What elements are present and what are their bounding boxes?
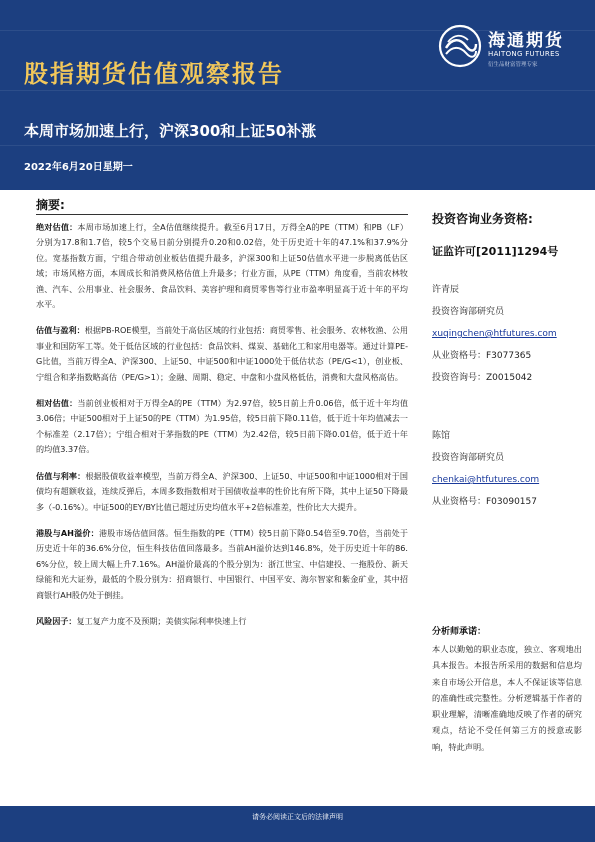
promise-text: 本人以勤勉的职业态度，独立、客观地出具本报告。本报告所采用的数据和信息均来自市场公开信息，本人不保证该等信息的准确性或完整性。分析逻辑基于作者的职业理解，清晰准确地反映了作者的研究观点，结论不受任何第三方的授意或影响，特此声明。 [432,644,582,752]
analyst-email-link[interactable]: chenkai@htfutures.com [432,475,540,485]
report-title: 股指期货估值观察报告 [24,60,284,88]
report-subtitle: 本周市场加速上行，沪深300和上证50补涨 [24,122,317,140]
summary-paragraph-hk-ah-premium [36,526,408,603]
summary-divider [36,214,408,215]
report-date: 2022年6月20日星期一 [24,162,133,173]
qualification-title: 投资咨询业务资格: [432,212,533,226]
paragraph-label: 估值与盈利： [36,325,85,336]
analyst-name: 陈馆 [432,431,451,441]
paragraph-label: 估值与利率： [36,470,86,481]
header-banner [0,0,595,190]
analyst-license-number: 从业资格号：F03090157 [432,497,537,507]
paragraph-text: 当前创业板相对于万得全A的PE（TTM）为2.97倍，较5日前上升0.06倍，低于近十年均值3.06倍；中证500相对于上证50的PE（TTM）为1.95倍，较5日前下降0.11倍，低于近十年均值减去一个标准差（2.17倍）；宁组合相对于茅指数的PE（TTM）为2.42倍，较5日前下降0.01倍，低于近十年的均值3.37倍。 [36,398,408,455]
paragraph-text: 本周市场加速上行，全A估值继续提升。截至6月17日，万得全A的PE（TTM）和PB（LF）分别为17.8和1.7倍，较5个交易日前分别提升0.20和0.02倍，处于历史近十年的47.1%和37.9%分位。宽基指数方面，宁组合带动创业板估值提升最多，沪深300和上证50估值水平进一步脱离低估区域；市场风格方面，本周成长和消费风格估值上升最多；行业方面，从PE（TTM）角度看，当前农林牧渔、汽车、公用事业、社会服务、食品饮料、美容护理和商贸零售等行业市盈率明显高于近十年的平均水平。 [36,222,408,310]
summary-paragraph-relative-valuation [36,396,408,458]
summary-paragraph-valuation-rates [36,469,408,515]
paragraph-text: 根据PB-ROE模型，当前处于高估区域的行业包括：商贸零售、社会服务、农林牧渔、公用事业和国防军工等。处于低估区域的行业包括：食品饮料、煤炭、基础化工和家用电器等。通过计算PE-G比值，当前万得全A、沪深300、上证50、中证500和中证1000处于低估状态（PE/G<1），创业板、宁组合和茅指数略高估（PE/G>1）；金融、周期、稳定、中盘和小盘风格低估，消费和大盘风格高估。 [36,325,408,382]
analyst-card-1 [432,279,582,389]
qualification-license: 证监许可[2011]1294号 [432,245,559,258]
analyst-promise [432,624,582,755]
company-logo [432,18,584,74]
promise-title: 分析师承诺： [432,627,487,637]
paragraph-label: 绝对估值： [36,222,78,232]
footer-bar [0,806,595,842]
logo-english-name: HAITONG FUTURES [488,50,560,58]
paragraph-label: 相对估值： [36,398,78,409]
analyst-name: 许青辰 [432,285,460,295]
banner-texture [0,90,595,91]
paragraph-text: 港股市场估值回落。恒生指数的PE（TTM）较5日前下降0.54倍至9.70倍，当前处于历史近十年的36.6%分位，恒生科技估值回落最多。当前AH溢价达到146.8%，处于历史近十年的86.6%分位，较上周大幅上升7.16%。AH溢价最高的个股分别为：浙江世宝、中信建投、一拖股份、新天绿能和光大证券，最低的个股分别为：招商银行、中国银行、中国平安、海尔智家和紫金矿业，其中招商银行AH股仍处于倒挂。 [36,527,408,600]
analyst-consult-number: 投资咨询号：Z0015042 [432,373,533,383]
paragraph-label: 风险因子： [36,615,77,626]
sidebar-column [432,196,582,513]
paragraph-text: 复工复产力度不及预期；美债实际利率快速上行 [76,615,247,626]
analyst-spacer [432,389,582,417]
banner-texture [0,145,595,146]
analyst-email-link[interactable]: xuqingchen@htfutures.com [432,329,557,339]
footer-legal-notice: 请务必阅读正文后的法律声明 [252,813,343,821]
analyst-role: 投资咨询部研究员 [432,307,505,317]
summary-paragraph-valuation-profit [36,323,408,385]
analyst-license-number: 从业资格号：F3077365 [432,351,532,361]
paragraph-label: 港股与AH溢价： [36,527,99,538]
analyst-card-2 [432,425,582,513]
haitong-logo-icon [438,24,482,68]
summary-heading: 摘要: [36,198,65,212]
analyst-role: 投资咨询部研究员 [432,453,505,463]
summary-paragraph-absolute-valuation [36,220,408,312]
paragraph-text: 根据股债收益率模型，当前万得全A、沪深300、上证50、中证500和中证1000相对于国债均有超额收益，连续反弹后，本周多数指数相对于国债收益率的性价比有所下降，其中上证50下降最多（-0.16%）。中证500的EY/BY比值已超过历史均值水平+2倍标准差，性价比大大提升。 [36,470,408,512]
logo-chinese-name: 海通期货 [488,31,564,51]
logo-tagline: 衍生品财富管理专家 [488,62,538,68]
summary-body [36,220,408,640]
summary-paragraph-risk-factors [36,614,408,629]
